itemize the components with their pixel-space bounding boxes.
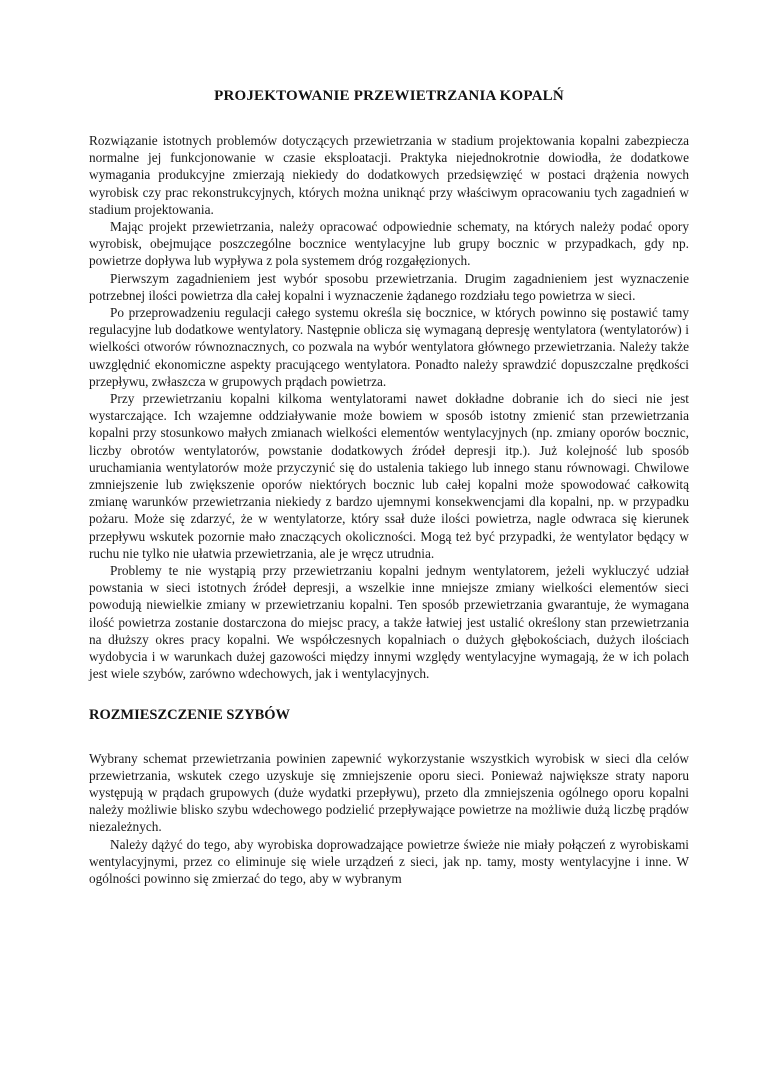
section-shaft-placement: [89, 750, 689, 888]
paragraph: Po przeprowadzeniu regulacji całego systemu określa się bocznice, w których powinno się postawić tamy regulacyjne lub dodatkowe wentylatory. Następnie oblicza się wymaganą depresję wentylatora (wentylatorów) i wielkości otworów równoznacznych, co pozwala na wybór wentylatora głównego przewietrzania. Należy także uwzględnić ekonomiczne aspekty pracującego wentylatora. Ponadto należy sprawdzić dopuszczalne prędkości przepływu, zwłaszcza w grupowych prądach powietrza.: [89, 305, 689, 389]
paragraph: Problemy te nie wystąpią przy przewietrzaniu kopalni jednym wentylatorem, jeżeli wykluczyć udział powstania w sieci istotnych źródeł depresji, a wszelkie inne mniejsze zmiany wielkości elementów sieci powodują niewielkie zmiany w przewietrzaniu kopalni. Ten sposób przewietrzania gwarantuje, że wymagana ilość powietrza zostanie dostarczona do miejsc pracy, a także łatwiej jest ustalić określony stan przewietrzania na dłuższy okres pracy kopalni. We współczesnych kopalniach o dużych głębokościach, dużych ilościach wydobycia i w warunkach dużej gazowości między innymi względy wentylacyjne wymagają, że w ich polach jest wiele szybów, zarówno wdechowych, jak i wentylacyjnych.: [89, 563, 689, 682]
paragraph: Rozwiązanie istotnych problemów dotyczących przewietrzania w stadium projektowania kopalni zabezpiecza normalne jej funkcjonowanie w czasie eksploatacji. Praktyka niejednokrotnie dowiodła, że dodatkowe wymagania produkcyjne zmierzają niekiedy do dodatkowych przedsięwzięć w postaci drążenia nowych wyrobisk czy prac rekonstrukcyjnych, których można uniknąć przy właściwym opracowaniu tych zagadnień w stadium projektowania.: [89, 133, 689, 217]
paragraph: Wybrany schemat przewietrzania powinien zapewnić wykorzystanie wszystkich wyrobisk w sieci dla celów przewietrzania, wskutek czego uzyskuje się zmniejszenie oporu sieci. Ponieważ największe straty naporu występują w prądach grupowych (duże wydatki przepływu), przeto dla zmniejszenia ogólnego oporu kopalni należy możliwie blisko szybu wdechowego podzielić przepływające powietrze na możliwie dużą liczbę prądów niezależnych.: [89, 750, 689, 835]
document-title: PROJEKTOWANIE PRZEWIETRZANIA KOPALŃ: [214, 88, 564, 104]
section-heading: ROZMIESZCZENIE SZYBÓW: [89, 706, 291, 723]
paragraph: Należy dążyć do tego, aby wyrobiska doprowadzające powietrze świeże nie miały połączeń z wyrobiskami wentylacyjnymi, przez co eliminuje się wiele urządzeń z sieci, jak np. tamy, mosty wentylacyjne i inne. W ogólności powinno się zmierzać do tego, aby w wybranym: [89, 836, 689, 886]
paragraph: Pierwszym zagadnieniem jest wybór sposobu przewietrzania. Drugim zagadnieniem jest wyznaczenie potrzebnej ilości powietrza dla całej kopalni i wyznaczenie żądanego rozdziału tego powietrza w sieci.: [89, 270, 689, 303]
section-introduction: [89, 132, 689, 683]
paragraph: Przy przewietrzaniu kopalni kilkoma wentylatorami nawet dokładne dobranie ich do sieci nie jest wystarczające. Ich wzajemne oddziaływanie może bowiem w sposób istotny zmienić stan przewietrzania kopalni przy stosunkowo małych zmianach wielkości elementów wentylacyjnych (np. zmiany oporów bocznic, liczby obrotów wentylatorów, powstanie dodatkowych źródeł depresji itp.). Już kolejność lub sposób uruchamiania wentylatorów może przyczynić się do ustalenia takiego lub innego stanu równowagi. Chwilowe zmniejszenie lub zwiększenie oporów niektórych bocznic lub całej kopalni może spowodować całkowitą zmianę warunków przewietrzania niekiedy z bardzo ujemnymi konsekwencjami dla kopalni, np. w przypadku pożaru. Może się zdarzyć, że w wentylatorze, który ssał duże ilości powietrza, nagle odwraca się kierunek przepływu wskutek pozornie mało znaczących okoliczności. Mogą też być przypadki, że wentylator będący w ruchu nie tylko nie ułatwia przewietrzania, ale je wręcz utrudnia.: [89, 391, 689, 561]
paragraph: Mając projekt przewietrzania, należy opracować odpowiednie schematy, na których należy podać opory wyrobisk, obejmujące poszczególne bocznice wentylacyjne lub grupy bocznic w przypadkach, gdy np. powietrze dopływa lub wypływa z pola systemem dróg rozgałęzionych.: [89, 219, 689, 269]
